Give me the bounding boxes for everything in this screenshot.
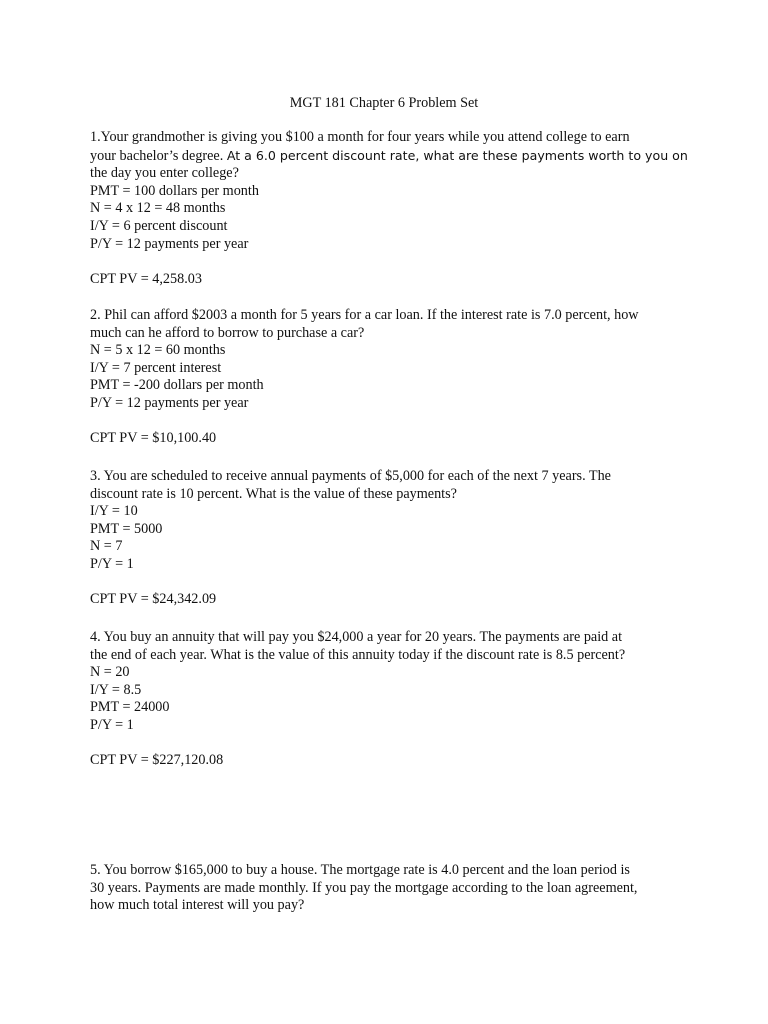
problem-1-question xyxy=(90,129,690,183)
problem-3-inputs xyxy=(90,503,690,573)
input-line: P/Y = 12 payments per year xyxy=(90,235,249,252)
question-line: 2. Phil can afford $2003 a month for 5 years for a car loan. If the interest rate is 7.0 percent, how xyxy=(90,307,639,323)
question-line: much can he afford to borrow to purchase a car? xyxy=(90,324,365,341)
input-line: P/Y = 1 xyxy=(90,555,134,572)
input-line: I/Y = 7 percent interest xyxy=(90,359,222,376)
problem-3 xyxy=(90,468,690,609)
input-line: I/Y = 10 xyxy=(90,503,138,520)
input-line: PMT = 100 dollars per month xyxy=(90,182,259,199)
problem-2 xyxy=(90,307,690,448)
question-line: how much total interest will you pay? xyxy=(90,897,305,914)
input-line: N = 7 xyxy=(90,538,123,555)
problem-5 xyxy=(90,862,690,915)
input-line: PMT = 5000 xyxy=(90,520,163,537)
input-line: N = 5 x 12 = 60 months xyxy=(90,342,226,359)
problem-2-answer: CPT PV = $10,100.40 xyxy=(90,430,217,447)
input-line: I/Y = 6 percent discount xyxy=(90,217,228,234)
problem-5-question xyxy=(90,862,690,915)
question-line: 5. You borrow $165,000 to buy a house. The mortgage rate is 4.0 percent and the loan period is xyxy=(90,862,630,878)
problem-4-inputs xyxy=(90,664,690,734)
question-line: 1.Your grandmother is giving you $100 a month for four years while you attend college to earn xyxy=(90,129,630,145)
problem-4 xyxy=(90,629,690,770)
input-line: N = 20 xyxy=(90,664,130,681)
question-line xyxy=(90,148,688,164)
question-line: 30 years. Payments are made monthly. If you pay the mortgage according to the loan agreement, xyxy=(90,879,638,896)
input-line: P/Y = 12 payments per year xyxy=(90,394,249,411)
question-line-sans-segment: At a 6.0 percent discount rate, what are these payments worth to you on xyxy=(226,147,688,163)
question-line-text: your bachelor’s degree. xyxy=(90,147,227,164)
problem-1-inputs xyxy=(90,183,690,253)
problem-1-answer: CPT PV = 4,258.03 xyxy=(90,270,202,287)
input-line: N = 4 x 12 = 48 months xyxy=(90,200,226,217)
input-line: PMT = -200 dollars per month xyxy=(90,377,264,394)
input-line: I/Y = 8.5 xyxy=(90,681,142,698)
page-title: MGT 181 Chapter 6 Problem Set xyxy=(289,95,479,111)
problem-1 xyxy=(90,129,690,288)
question-line: 4. You buy an annuity that will pay you $24,000 a year for 20 years. The payments are paid at xyxy=(90,629,623,645)
problem-3-question xyxy=(90,468,690,503)
problem-3-answer: CPT PV = $24,342.09 xyxy=(90,591,217,608)
input-line: P/Y = 1 xyxy=(90,716,134,733)
question-line: the day you enter college? xyxy=(90,165,239,182)
problem-2-inputs xyxy=(90,342,690,412)
question-line: the end of each year. What is the value of this annuity today if the discount rate is 8.5 percent? xyxy=(90,646,626,663)
question-line: discount rate is 10 percent. What is the value of these payments? xyxy=(90,485,457,502)
problem-4-question xyxy=(90,629,690,664)
question-line: 3. You are scheduled to receive annual payments of $5,000 for each of the next 7 years. The xyxy=(90,468,611,484)
input-line: PMT = 24000 xyxy=(90,699,170,716)
problem-4-answer: CPT PV = $227,120.08 xyxy=(90,752,224,769)
problem-2-question xyxy=(90,307,690,342)
